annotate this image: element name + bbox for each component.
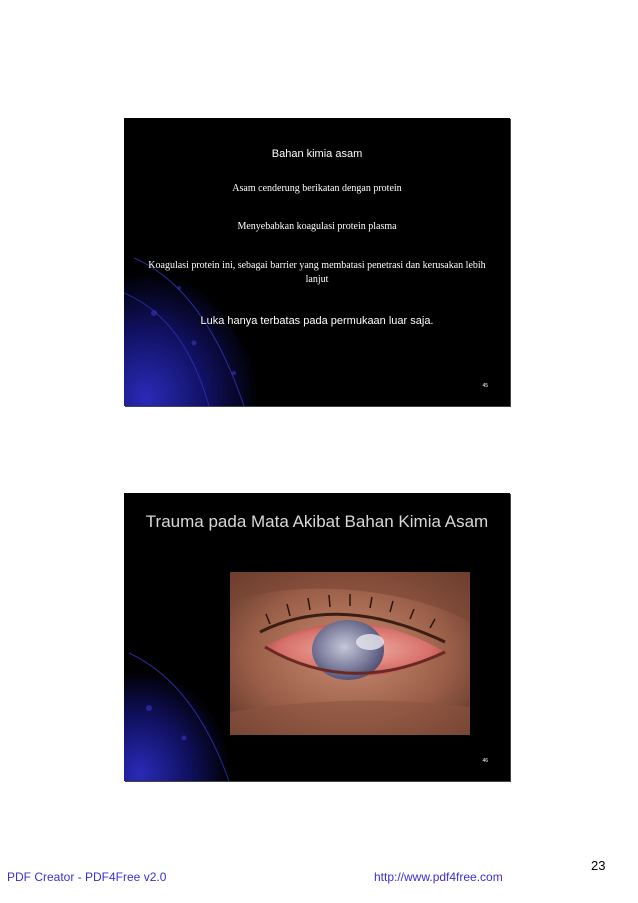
slide-title: Trauma pada Mata Akibat Bahan Kimia Asam [145,512,489,531]
footer-creator-link[interactable]: PDF Creator - PDF4Free v2.0 [7,870,167,884]
slide-title: Bahan kimia asam [271,148,363,160]
eye-injury-photo [230,572,470,735]
slide-45 [124,118,510,406]
slide-46 [124,493,510,781]
slide-number: 45 [482,383,488,389]
footer-url-link[interactable]: http://www.pdf4free.com [374,870,503,884]
slide-bullet: Menyebabkan koagulasi protein plasma [237,221,397,232]
slide-bullet: Asam cenderung berikatan dengan protein [232,183,402,194]
slide-bullet: Luka hanya terbatas pada permukaan luar saja. [200,315,434,327]
slide-number: 46 [482,758,488,764]
page-number: 23 [591,858,606,873]
slide-bullet: Koagulasi protein ini, sebagai barrier yang membatasi penetrasi dan kerusakan lebih lanjut [148,260,486,285]
